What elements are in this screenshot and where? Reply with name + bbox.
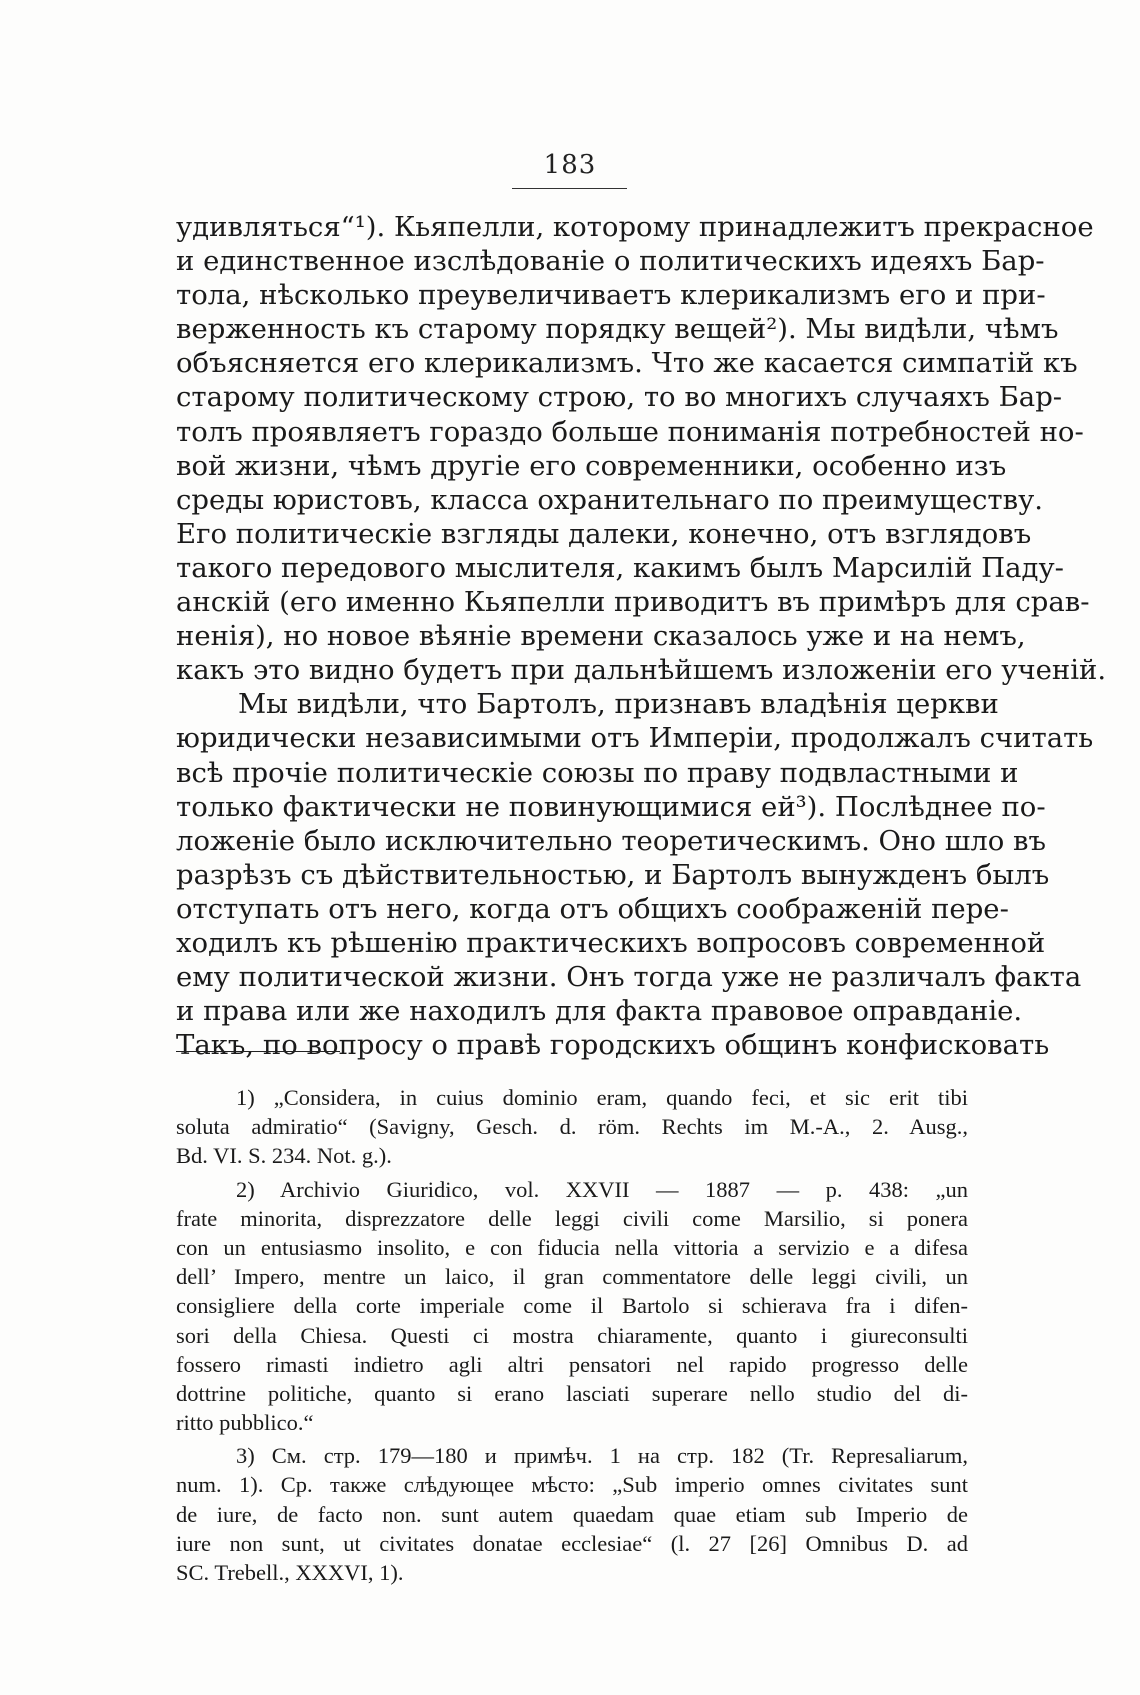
body-line: объясняется его клерикализмъ. Что же касается симпатій къ: [176, 347, 1078, 380]
footnote-line: Bd. VI. S. 234. Not. g.).: [176, 1143, 392, 1169]
footnote-1: [176, 1083, 968, 1171]
body-line: ложеніе было исключительно теоретическимъ. Оно шло въ: [176, 824, 1047, 857]
footnote-rule: [176, 1051, 340, 1052]
body-line: старому политическому строю, то во многихъ случаяхъ Бар-: [176, 381, 1063, 414]
footnote-line: 1) „Considera, in cuius dominio eram, quando feci, et sic erit tibi: [236, 1085, 968, 1110]
footnote-line: de iure, de facto non. sunt autem quaedam quae etiam sub Imperio de: [176, 1501, 968, 1527]
footnote-line: soluta admiratio“ (Savigny, Gesch. d. röm. Rechts im M.-A., 2. Ausg.,: [176, 1114, 968, 1140]
body-line: отступать отъ него, когда отъ общихъ соображеній пере-: [176, 892, 1009, 925]
body-line: Его политическіе взгляды далеки, конечно, отъ взглядовъ: [176, 517, 1032, 550]
body-line: такого передового мыслителя, какимъ былъ Марсилій Паду-: [176, 551, 1064, 584]
body-line: разрѣзъ съ дѣйствительностью, и Бартолъ вынужденъ былъ: [176, 858, 1050, 891]
footnote-line: 2) Archivio Giuridico, vol. XXVII — 1887 — p. 438: „un: [236, 1176, 968, 1202]
footnote-line: SC. Trebell., XXXVI, 1).: [176, 1560, 404, 1585]
footnote-2: [176, 1175, 968, 1438]
body-line: юридически независимыми отъ Имперіи, продолжалъ считать: [176, 722, 1094, 755]
body-line: всѣ прочіе политическіе союзы по праву подвластными и: [176, 756, 1019, 789]
footnote-line: num. 1). Ср. также слѣдующее мѣсто: „Sub imperio omnes civitates sunt: [176, 1472, 968, 1498]
body-line: Мы видѣли, что Бартолъ, признавъ владѣнія церкви: [238, 688, 999, 721]
footnote-line: frate minorita, disprezzatore delle leggi civili come Marsilio, si ponera: [176, 1205, 968, 1231]
footnote-line: iure non sunt, ut civitates donatae ecclesiae“ (l. 27 [26] Omnibus D. ad: [176, 1530, 968, 1556]
footnote-line: sori della Chiesa. Questi ci mostra chiaramente, quanto i giureconsulti: [176, 1322, 968, 1348]
body-line: только фактически не повинующимися ей³). Послѣднее по-: [176, 790, 1046, 823]
body-line: анскій (его именно Кьяпелли приводитъ въ примѣръ для срав-: [176, 586, 1090, 619]
footnote-line: consigliere della corte imperiale come il Bartolo si schierava fra i difen-: [176, 1293, 968, 1319]
footnote-line: dottrine politiche, quanto si erano lasciati superare nello studio del di-: [176, 1380, 968, 1406]
footnote-line: dell’ Impero, mentre un laico, il gran commentatore delle leggi civili, un: [176, 1264, 968, 1290]
body-text: [176, 210, 1107, 1062]
body-line: толъ проявляетъ гораздо больше пониманія потребностей но-: [176, 415, 1084, 448]
header-rule: [512, 188, 627, 189]
body-line: ненія), но новое вѣяніе времени сказалось уже и на немъ,: [176, 620, 1026, 653]
page-number: 183: [543, 150, 597, 180]
footnote-line: 3) См. стр. 179—180 и примѣч. 1 на стр. 182 (Tr. Represaliarum,: [236, 1443, 968, 1469]
body-line: тола, нѣсколько преувеличиваетъ клерикализмъ его и при-: [176, 279, 1046, 312]
body-line: какъ это видно будетъ при дальнѣйшемъ изложеніи его ученій.: [176, 654, 1107, 687]
body-line: удивляться“¹). Кьяпелли, которому принадлежитъ прекрасное: [176, 211, 1094, 243]
body-line: и права или же находилъ для факта правовое оправданіе.: [176, 995, 1023, 1028]
body-line: и единственное изслѣдованіе о политическихъ идеяхъ Бар-: [176, 245, 1045, 278]
body-line: Такъ, по вопросу о правѣ городскихъ общинъ конфисковать: [176, 1029, 1050, 1062]
footnote-line: fossero rimasti indietro agli altri pensatori nel rapido progresso delle: [176, 1351, 968, 1377]
footnote-line: ritto pubblico.“: [176, 1410, 314, 1436]
footnotes: [176, 1083, 968, 1587]
footnote-line: con un entusiasmo insolito, e con fiducia nella vittoria a servizio e a difesa: [176, 1234, 968, 1260]
body-line: ходилъ къ рѣшенію практическихъ вопросовъ современной: [176, 926, 1046, 959]
body-line: среды юристовъ, класса охранительнаго по преимуществу.: [176, 483, 1044, 516]
body-line: верженность къ старому порядку вещей²). Мы видѣли, чѣмъ: [176, 313, 1059, 346]
body-line: вой жизни, чѣмъ другіе его современники, особенно изъ: [176, 449, 1007, 482]
body-line: ему политической жизни. Онъ тогда уже не различалъ факта: [176, 961, 1082, 994]
footnote-3: [176, 1441, 968, 1587]
